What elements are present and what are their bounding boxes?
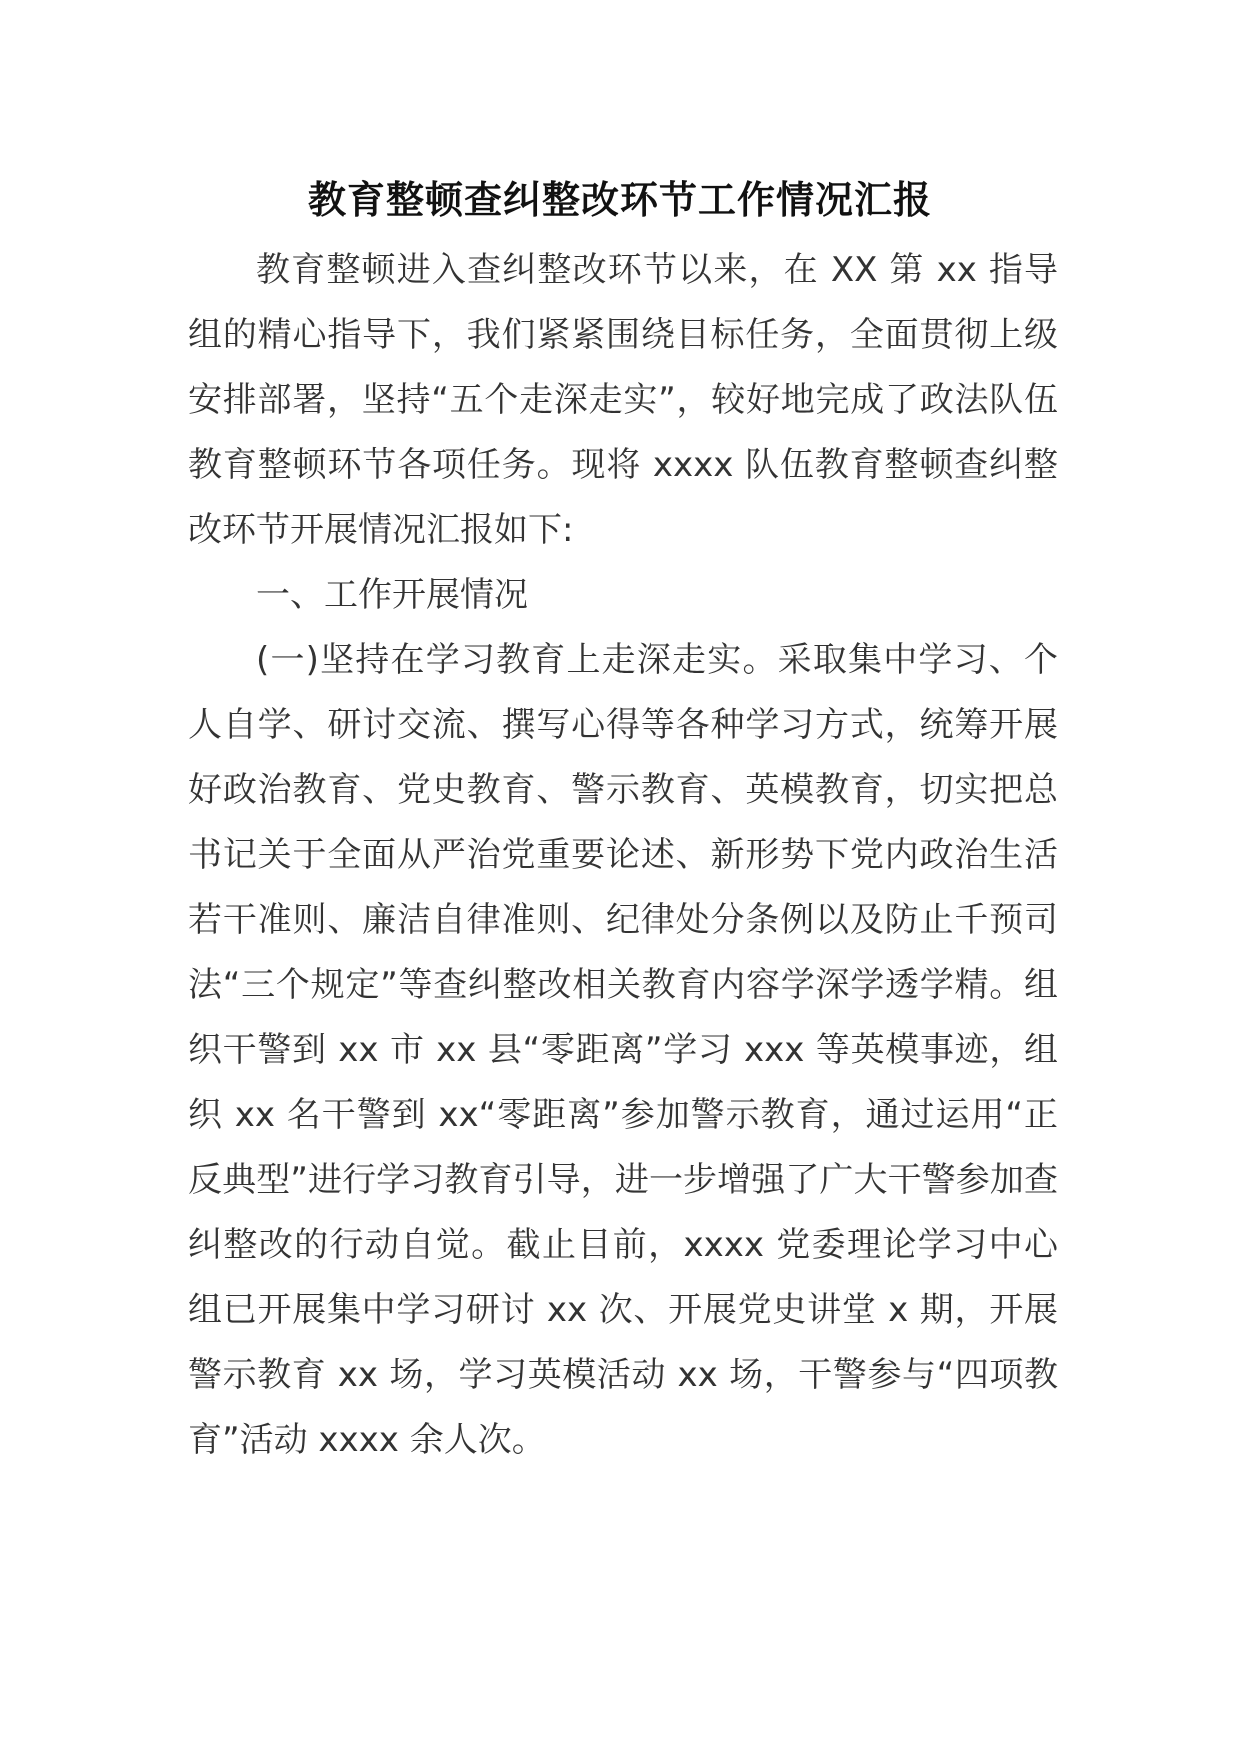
section-paragraph: (一)坚持在学习教育上走深走实。采取集中学习、个人自学、研讨交流、撰写心得等各种学习方式，统筹开展好政治教育、党史教育、警示教育、英模教育，切实把总书记关于全面从严治党重要论述、新形势下党内政治生活若干准则、廉洁自律准则、纪律处分条例以及防止千预司法“三个规定”等查纠整改相关教育内容学深学透学精。组织干警到 xx 市 xx 县“零距离”学习 xxx 等英模事迹，组织 xx 名干警到 xx“零距离”参加警示教育，通过运用“正反典型”进行学习教育引导，进一步增强了广大干警参加查纠整改的行动自觉。截止目前，xxxx 党委理论学习中心组已开展集中学习研讨 xx 次、开展党史讲堂 x 期，开展警示教育 xx 场，学习英模活动 xx 场，干警参与“四项教育”活动 xxxx 余人次。 bbox=[188, 640, 1058, 1460]
intro-paragraph: 教育整顿进入查纠整改环节以来，在 XX 第 xx 指导组的精心指导下，我们紧紧围绕目标任务，全面贯彻上级安排部署，坚持“五个走深走实”，较好地完成了政法队伍教育整顿环节各项任务。现将 xxxx 队伍教育整顿查纠整改环节开展情况汇报如下: bbox=[188, 250, 1058, 550]
section-heading: 一、工作开展情况 bbox=[256, 575, 528, 615]
document-body bbox=[188, 238, 1058, 1473]
document-title: 教育整顿查纠整改环节工作情况汇报 bbox=[307, 178, 932, 222]
